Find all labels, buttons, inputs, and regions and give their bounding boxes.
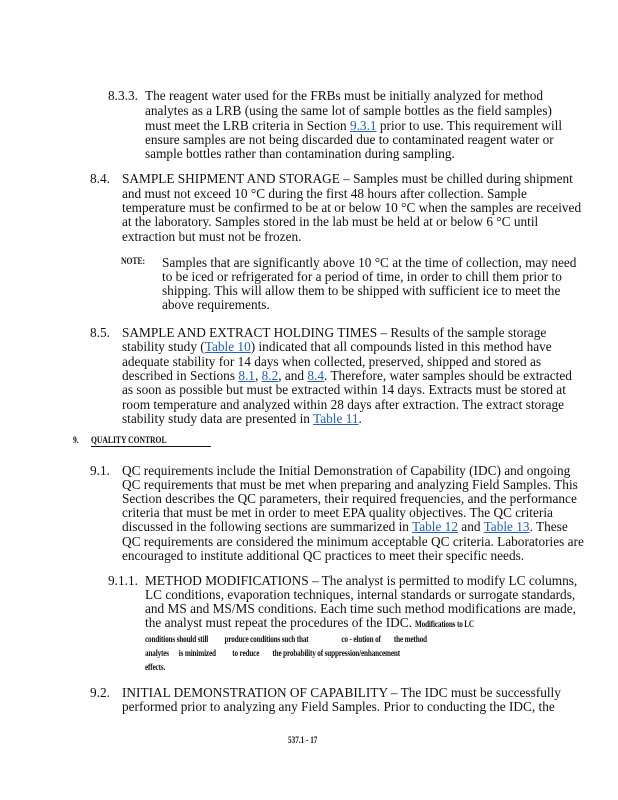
text-line	[122, 325, 546, 340]
text-segment: METHOD MODIFICATIONS – The analyst is permitted to modify LC columns,	[145, 573, 578, 588]
text-segment: SAMPLE SHIPMENT AND STORAGE – Samples must be chilled during shipment	[122, 171, 573, 186]
text-line	[122, 214, 538, 229]
text-segment: prior to use. This requirement will	[376, 118, 563, 133]
section-number: 9.2.	[90, 685, 110, 700]
cross-reference-link[interactable]: 8.1	[238, 368, 255, 383]
text-line	[122, 463, 570, 478]
text-line	[162, 269, 562, 284]
text-segment: must meet the LRB criteria in Section	[145, 118, 350, 133]
text-segment: encouraged to institute additional QC practices to meet their specific needs.	[122, 548, 525, 563]
text-line	[122, 368, 572, 383]
text-line	[162, 283, 560, 298]
text-line	[162, 297, 270, 312]
condensed-text-line: effects.	[145, 662, 166, 672]
text-line	[122, 699, 555, 714]
text-line	[145, 601, 576, 616]
section-number: 9.1.	[90, 463, 110, 478]
text-line	[122, 397, 564, 412]
text-segment: and MS and MS/MS conditions. Each time such method modifications are made,	[145, 601, 576, 616]
cross-reference-link[interactable]: 9.3.1	[349, 118, 377, 133]
section-9-title	[91, 436, 211, 447]
text-line	[122, 534, 584, 549]
text-segment: at the laboratory. Samples stored in the lab must be held at or below 6 °C until	[122, 214, 539, 229]
cross-reference-link[interactable]: Table 11	[313, 411, 359, 426]
text-line	[122, 186, 527, 201]
text-segment: stability study (	[122, 339, 205, 354]
text-segment: SAMPLE AND EXTRACT HOLDING TIMES – Results of the sample storage	[122, 325, 547, 340]
text-segment: QC requirements that must be met when preparing and analyzing Field Samples. This	[122, 477, 578, 492]
section-9-number: 9.	[73, 436, 79, 446]
text-line	[122, 354, 541, 369]
section-number: 8.3.3.	[108, 88, 138, 103]
text-segment: The reagent water used for the FRBs must be initially analyzed for method	[145, 88, 544, 103]
text-segment: discussed in the following sections are summarized in	[122, 519, 413, 534]
cross-reference-link[interactable]: Table 13	[483, 519, 530, 534]
section-number: 8.4.	[90, 171, 110, 186]
text-segment: sample bottles rather than contamination during sampling.	[145, 146, 455, 161]
text-segment: stability study data are presented in	[122, 411, 314, 426]
text-line	[122, 505, 553, 520]
note-label: NOTE:	[121, 257, 146, 267]
cross-reference-link[interactable]: Table 12	[412, 519, 458, 534]
text-segment: and	[457, 519, 484, 534]
condensed-text-line: analytes is minimized to reduce the probability of suppression/enhancement	[145, 648, 401, 658]
text-line	[122, 382, 566, 397]
text-segment: . These	[529, 519, 568, 534]
page-footer: 537.1 - 17	[288, 735, 318, 745]
text-line	[122, 548, 524, 563]
text-segment: , and	[278, 368, 308, 383]
text-segment: Section describes the QC parameters, their required frequencies, and the performance	[122, 491, 577, 506]
text-segment: criteria that must be met in order to meet EPA quality objectives. The QC criteria	[122, 505, 553, 520]
text-segment: QC requirements are considered the minimum acceptable QC criteria. Laboratories are	[122, 534, 584, 549]
cross-reference-link[interactable]: 8.2	[261, 368, 279, 383]
text-line	[145, 118, 562, 133]
text-segment: and must not exceed 10 °C during the first 48 hours after collection. Sample	[122, 186, 527, 201]
text-line	[145, 146, 455, 161]
text-line	[122, 229, 301, 244]
text-line	[145, 132, 554, 147]
text-segment: QC requirements include the Initial Demonstration of Capability (IDC) and ongoing	[122, 463, 571, 478]
text-segment: above requirements.	[162, 297, 270, 312]
cross-reference-link[interactable]: 8.4	[307, 368, 325, 383]
text-segment: extraction but must not be frozen.	[122, 229, 302, 244]
text-segment: . Therefore, water samples should be extracted	[324, 368, 572, 383]
text-line	[162, 255, 576, 270]
text-segment: to be iced or refrigerated for a period of time, in order to chill them prior to	[162, 269, 562, 284]
text-segment: room temperature and analyzed within 28 days after extraction. The extract storage	[122, 397, 565, 412]
text-segment: ,	[254, 368, 262, 383]
text-segment: adequate stability for 14 days when collected, preserved, shipped and stored as	[122, 354, 542, 369]
text-line	[122, 685, 561, 700]
text-segment: performed prior to analyzing any Field Samples. Prior to conducting the IDC, the	[122, 699, 555, 714]
text-segment: Samples that are significantly above 10 °C at the time of collection, may need	[162, 255, 577, 270]
text-segment: .	[358, 411, 362, 426]
text-line	[145, 88, 543, 103]
text-line	[122, 171, 573, 186]
condensed-text-line: conditions should still produce conditions such that co - elution of the method	[145, 634, 427, 644]
text-segment: shipping. This will allow them to be shipped with sufficient ice to meet the	[162, 283, 561, 298]
text-segment: temperature must be confirmed to be at or below 10 °C when the samples are received	[122, 200, 582, 215]
section-9-title-text: QUALITY CONTROL	[91, 436, 167, 446]
text-line	[122, 200, 581, 215]
text-segment: as soon as possible but must be extracted within 14 days. Extracts must be stored at	[122, 382, 566, 397]
text-line	[122, 491, 577, 506]
cross-reference-link[interactable]: Table 10	[204, 339, 251, 354]
text-segment: the analyst must repeat the procedures of the IDC.	[145, 615, 416, 630]
text-segment: INITIAL DEMONSTRATION OF CAPABILITY – The IDC must be successfully	[122, 685, 561, 700]
text-segment: analytes as a LRB (using the same lot of sample bottles as the field samples)	[145, 103, 552, 118]
text-line	[122, 477, 578, 492]
section-number: 8.5.	[90, 325, 110, 340]
text-segment: LC conditions, evaporation techniques, internal standards or surrogate standards,	[145, 587, 576, 602]
text-segment: described in Sections	[122, 368, 239, 383]
text-line	[122, 339, 552, 354]
section-number: 9.1.1.	[108, 573, 138, 588]
text-line	[145, 103, 552, 118]
text-line	[122, 411, 362, 426]
text-line	[145, 587, 575, 602]
condensed-text: Modifications to LC	[415, 619, 475, 629]
text-segment: ensure samples are not being discarded due to contaminated reagent water or	[145, 132, 554, 147]
text-line	[145, 573, 577, 588]
text-line	[122, 519, 568, 534]
text-line	[145, 615, 489, 632]
text-segment: ) indicated that all compounds listed in this method have	[250, 339, 552, 354]
